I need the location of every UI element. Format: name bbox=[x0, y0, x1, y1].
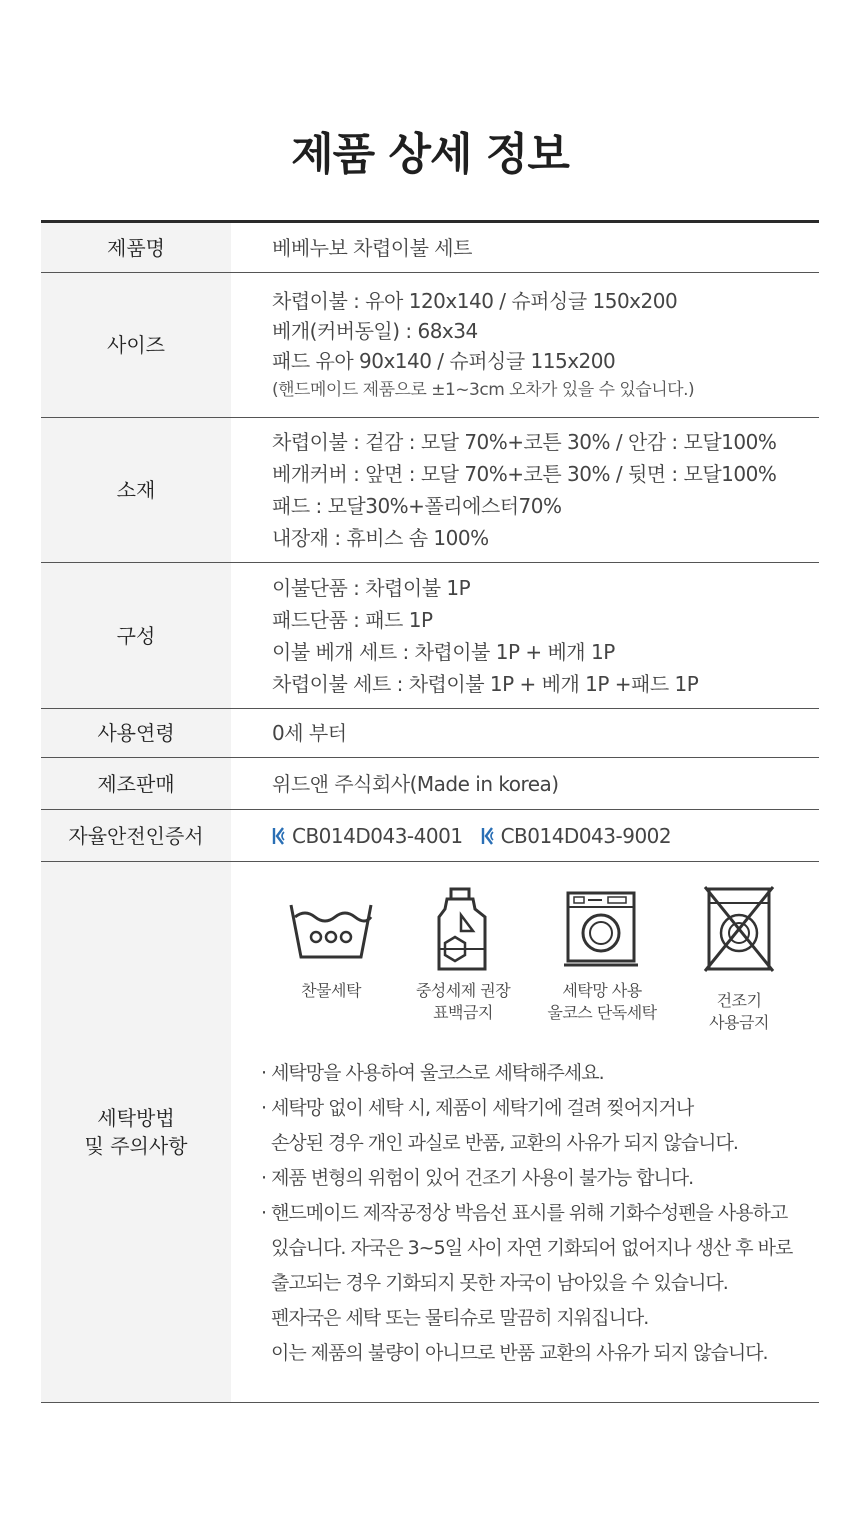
cert-code: CB014D043-9002 bbox=[500, 823, 672, 848]
row-label-composition: 구성 bbox=[41, 563, 231, 708]
row-label-cert: 자율안전인증서 bbox=[41, 810, 231, 861]
care-note: · 세탁망 없이 세탁 시, 제품이 세탁기에 걸려 찢어지거나 bbox=[261, 1097, 694, 1119]
size-line: 베개(커버동일) : 68x34 bbox=[272, 319, 478, 343]
row-label-care: 세탁방법 bbox=[97, 1106, 175, 1130]
row-label-care-sub: 및 주의사항 bbox=[84, 1134, 188, 1158]
care-icon-label: 울코스 단독세탁 bbox=[547, 1003, 657, 1022]
care-note: 펜자국은 세탁 또는 물티슈로 말끔히 지워집니다. bbox=[271, 1307, 649, 1329]
row-label-name: 제품명 bbox=[41, 223, 231, 272]
no-dryer-icon bbox=[703, 885, 775, 975]
care-icon-label: 중성세제 권장 bbox=[415, 981, 511, 1000]
size-line: 차렵이불 : 유아 120x140 / 슈퍼싱글 150x200 bbox=[272, 289, 678, 313]
row-label-material: 소재 bbox=[41, 418, 231, 562]
care-icon-label: 세탁망 사용 bbox=[562, 981, 642, 1000]
cert-item bbox=[272, 821, 463, 851]
table-row-name bbox=[41, 223, 819, 273]
care-icon-label: 찬물세탁 bbox=[301, 981, 361, 1000]
row-label-maker: 제조판매 bbox=[41, 758, 231, 809]
composition-line: 이불 베개 세트 : 차렵이불 1P + 베개 1P bbox=[272, 639, 615, 664]
material-line: 패드 : 모달30%+폴리에스터70% bbox=[272, 494, 562, 518]
kc-mark-icon bbox=[481, 826, 495, 846]
table-row-age bbox=[41, 709, 819, 758]
care-note: · 세탁망을 사용하여 울코스로 세탁해주세요. bbox=[261, 1062, 604, 1084]
care-icon-cell bbox=[261, 880, 401, 1034]
cert-item bbox=[481, 821, 672, 851]
care-icon-label: 건조기 bbox=[716, 991, 762, 1010]
table-row-material bbox=[41, 418, 819, 563]
row-label-size: 사이즈 bbox=[41, 273, 231, 417]
size-line: 패드 유아 90x140 / 슈퍼싱글 115x200 bbox=[272, 349, 616, 373]
care-note: · 제품 변형의 위험이 있어 건조기 사용이 불가능 합니다. bbox=[261, 1167, 694, 1189]
page-title: 제품 상세 정보 bbox=[291, 129, 569, 180]
composition-line: 패드단품 : 패드 1P bbox=[272, 607, 433, 632]
washing-machine-icon bbox=[562, 889, 642, 971]
table-row-maker bbox=[41, 758, 819, 810]
care-note: 손상된 경우 개인 과실로 반품, 교환의 사유가 되지 않습니다. bbox=[271, 1132, 738, 1154]
care-icons bbox=[261, 880, 819, 1034]
age-value: 0세 부터 bbox=[272, 721, 347, 745]
material-line: 베개커버 : 앞면 : 모달 70%+코튼 30% / 뒷면 : 모달100% bbox=[272, 462, 777, 486]
care-icon-cell bbox=[401, 880, 525, 1034]
table-row-size bbox=[41, 273, 819, 418]
care-note: 이는 제품의 불량이 아니므로 반품 교환의 사유가 되지 않습니다. bbox=[271, 1342, 768, 1364]
hand-wash-tub-icon bbox=[285, 895, 377, 965]
product-name-value: 베베누보 차렵이불 세트 bbox=[272, 235, 472, 260]
care-icon-cell bbox=[679, 880, 799, 1034]
size-note: (핸드메이드 제품으로 ±1~3cm 오차가 있을 수 있습니다.) bbox=[272, 380, 695, 400]
care-note: 출고되는 경우 기화되지 못한 자국이 남아있을 수 있습니다. bbox=[271, 1272, 728, 1294]
care-icon-cell bbox=[525, 880, 679, 1034]
composition-line: 차렵이불 세트 : 차렵이불 1P + 베개 1P +패드 1P bbox=[272, 671, 699, 696]
cert-code: CB014D043-4001 bbox=[292, 823, 463, 848]
kc-mark-icon bbox=[272, 826, 286, 846]
care-icon-label: 표백금지 bbox=[433, 1003, 493, 1022]
care-notes bbox=[261, 1056, 819, 1371]
care-note: 있습니다. 자국은 3~5일 사이 자연 기화되어 없어지나 생산 후 바로 bbox=[271, 1237, 793, 1259]
row-label-age: 사용연령 bbox=[41, 709, 231, 757]
table-row-cert bbox=[41, 810, 819, 862]
composition-line: 이불단품 : 차렵이불 1P bbox=[272, 575, 471, 600]
detergent-bottle-icon bbox=[433, 887, 493, 973]
maker-value: 위드앤 주식회사(Made in korea) bbox=[272, 771, 559, 796]
care-icon-label: 사용금지 bbox=[709, 1013, 769, 1032]
table-row-care bbox=[41, 862, 819, 1402]
care-note: · 핸드메이드 제작공정상 박음선 표시를 위해 기화수성펜을 사용하고 bbox=[261, 1202, 788, 1224]
table-row-composition bbox=[41, 563, 819, 709]
product-info-table bbox=[41, 220, 819, 1403]
material-line: 차렵이불 : 겉감 : 모달 70%+코튼 30% / 안감 : 모달100% bbox=[272, 430, 777, 454]
material-line: 내장재 : 휴비스 솜 100% bbox=[272, 526, 489, 550]
